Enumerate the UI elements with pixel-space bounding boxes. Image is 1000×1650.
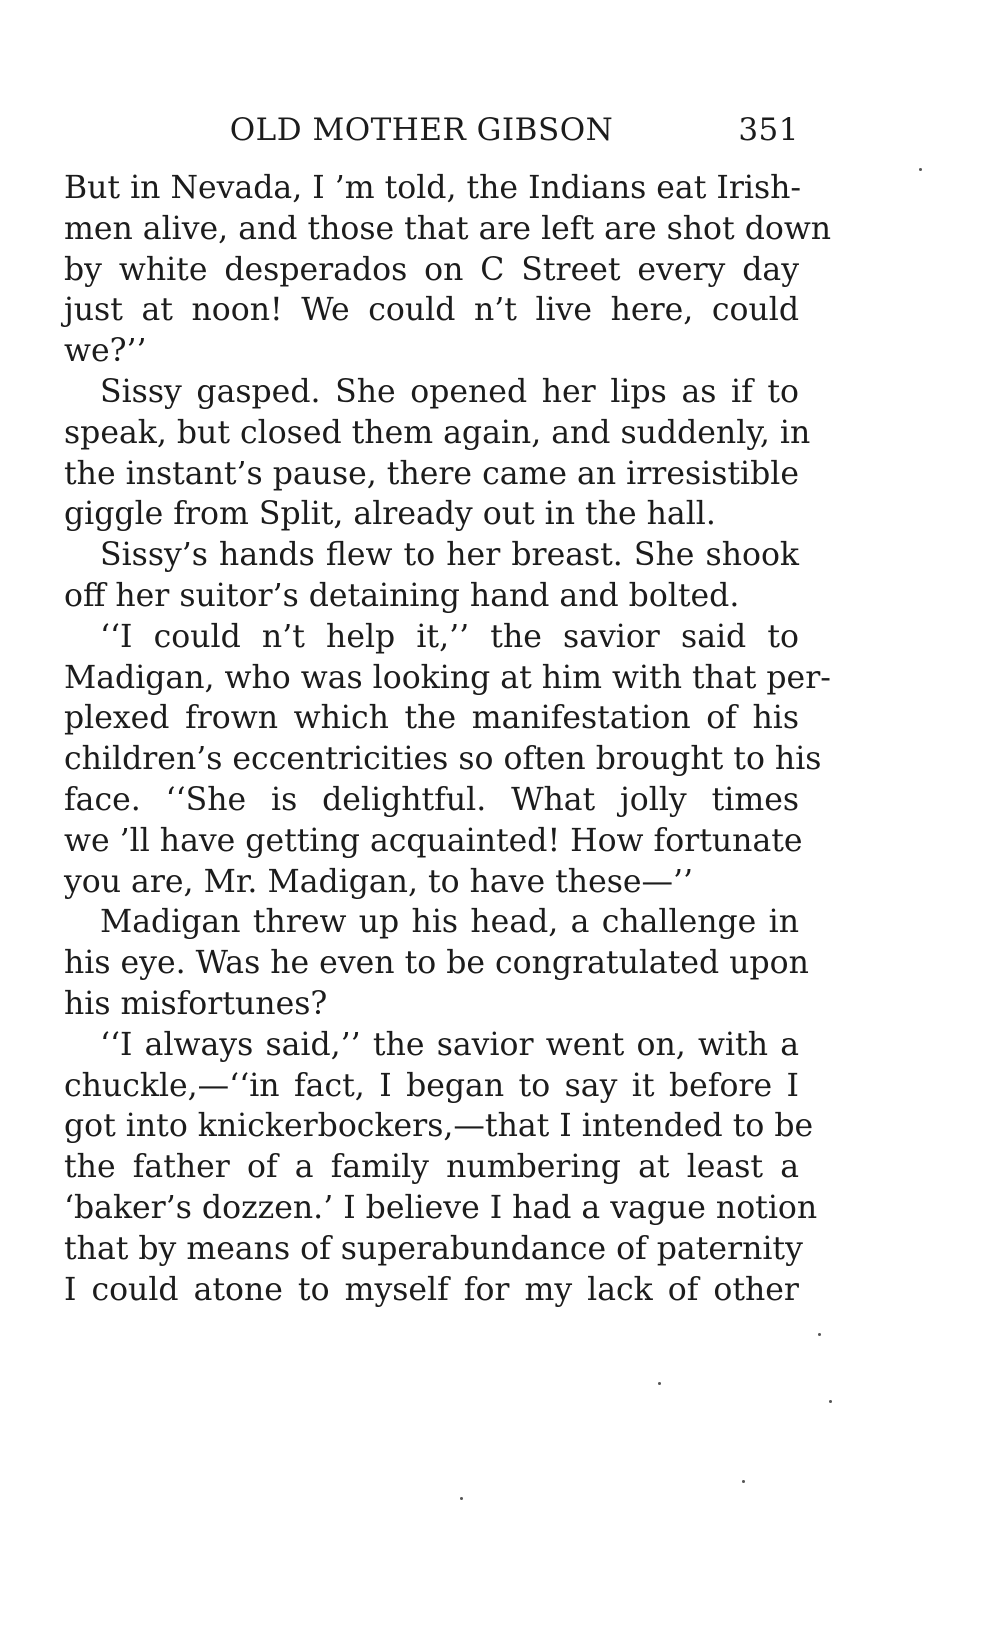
scan-speck — [818, 1333, 821, 1336]
scan-speck — [658, 1382, 661, 1385]
text-line: Madigan threw up his head, a challenge in — [100, 904, 799, 941]
text-line: you are, Mr. Madigan, to have these—’’ — [64, 863, 694, 900]
text-line: But in Nevada, I ’m told, the Indians eat Irish- — [64, 170, 802, 206]
scan-speck — [829, 1400, 832, 1403]
text-line: ‘baker’s dozzen.’ I believe I had a vague notion — [64, 1189, 818, 1226]
page-number: 351 — [738, 112, 799, 148]
text-line: plexed frown which the manifestation of his — [64, 700, 799, 737]
text-line: I could atone to myself for my lack of other — [64, 1271, 799, 1308]
book-page — [64, 112, 832, 1310]
page-header — [64, 112, 799, 168]
text-line: Sissy gasped. She opened her lips as if to — [100, 373, 799, 410]
text-line: ‘‘I could n’t help it,’’ the savior said to — [100, 618, 799, 655]
text-line: Madigan, who was looking at him with that per- — [64, 659, 831, 696]
text-line: men alive, and those that are left are shot down — [64, 210, 832, 247]
text-line: the father of a family numbering at least a — [64, 1149, 799, 1186]
text-line: children’s eccentricities so often brought to his — [64, 741, 822, 778]
text-line: Sissy’s hands flew to her breast. She shook — [100, 537, 799, 574]
paragraph — [64, 902, 809, 1024]
text-line: giggle from Split, already out in the hall. — [64, 496, 716, 533]
scan-speck — [742, 1480, 745, 1483]
text-line: chuckle,—‘‘in fact, I began to say it before I — [64, 1067, 799, 1104]
paragraph — [64, 617, 831, 903]
scan-speck — [919, 168, 922, 171]
text-line: speak, but closed them again, and suddenly, in — [64, 414, 811, 451]
body-text — [64, 168, 832, 1310]
text-line: face. ‘‘She is delightful. What jolly times — [64, 781, 799, 818]
text-line: the instant’s pause, there came an irresistible — [64, 455, 799, 492]
text-line: we ’ll have getting acquainted! How fortunate — [64, 822, 803, 859]
running-title: OLD MOTHER GIBSON — [229, 112, 614, 148]
scan-speck — [460, 1497, 463, 1500]
paragraph — [64, 372, 811, 535]
text-line: by white desperados on C Street every day — [64, 251, 799, 288]
paragraph — [64, 1025, 818, 1311]
paragraph — [64, 168, 832, 372]
text-line: his misfortunes? — [64, 985, 328, 1022]
text-line: off her suitor’s detaining hand and bolted. — [64, 577, 740, 614]
text-line: got into knickerbockers,—that I intended to be — [64, 1108, 814, 1145]
text-line: ‘‘I always said,’’ the savior went on, with a — [100, 1026, 799, 1063]
text-line: that by means of superabundance of paternity — [64, 1230, 803, 1267]
paragraph — [64, 535, 799, 617]
text-line: we?’’ — [64, 333, 147, 370]
text-line: just at noon! We could n’t live here, could — [64, 292, 799, 329]
text-line: his eye. Was he even to be congratulated upon — [64, 945, 809, 982]
